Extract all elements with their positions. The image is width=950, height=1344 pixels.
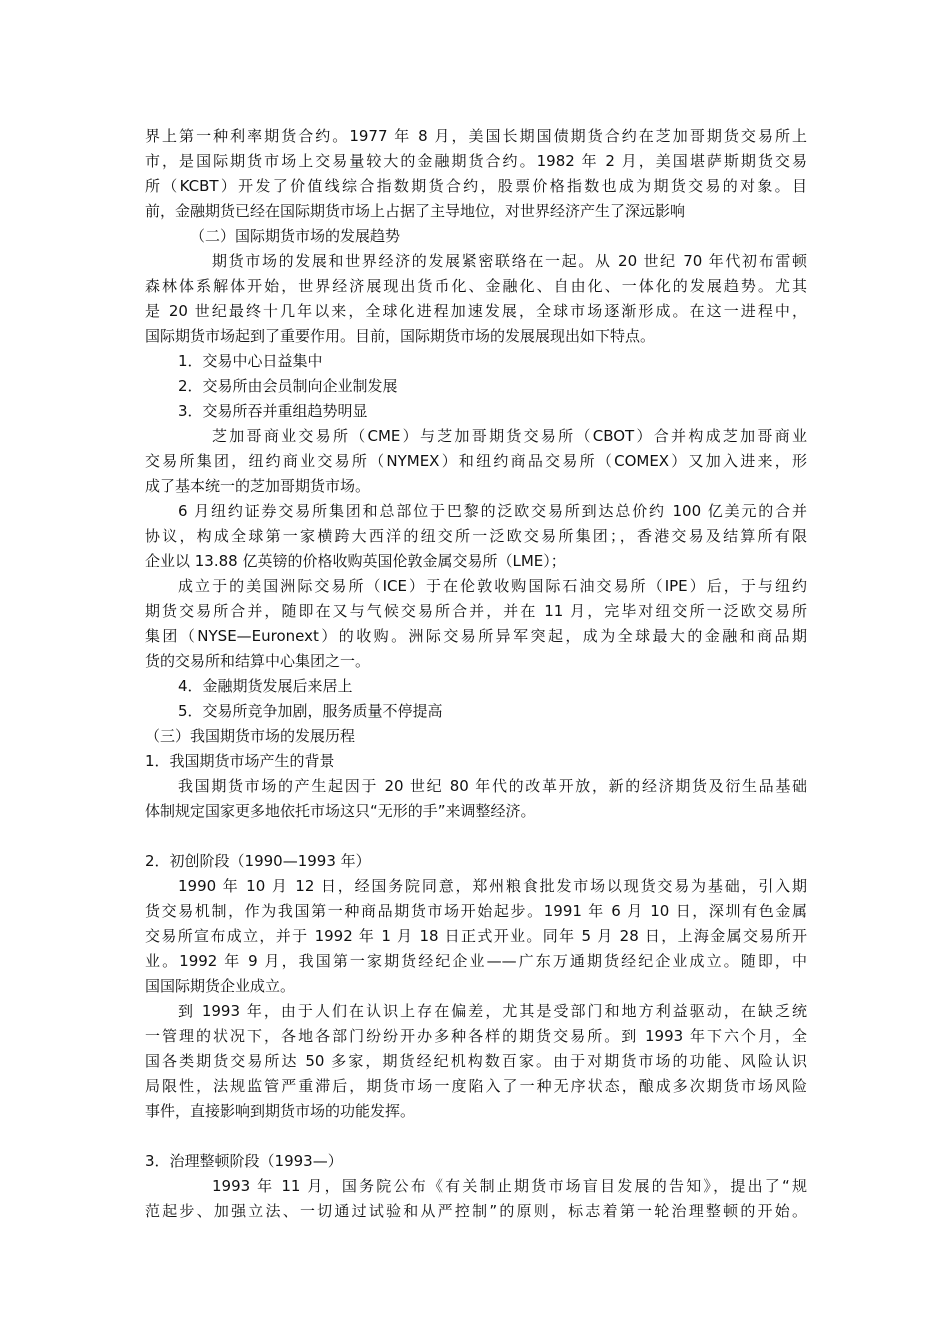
text-line: 体制规定国家更多地依托市场这只“无形的手”来调整经济。	[145, 802, 536, 820]
text-line: 1993 年 11 月，国务院公布《有关制止期货市场盲目发展的告知》，提出了“规	[212, 1177, 807, 1195]
text-line: 界上第一种利率期货合约。1977 年 8 月，美国长期国债期货合约在芝加哥期货交易所上	[145, 127, 807, 145]
text-line: 协议，构成全球第一家横跨大西洋的纽交所一泛欧交易所集团；，香港交易及结算所有限	[145, 527, 807, 545]
text-line: 成了基本统一的芝加哥期货市场。	[145, 477, 371, 495]
text-line: 企业以 13.88 亿英镑的价格收购英国伦敦金属交易所（LME）；	[145, 552, 566, 570]
subsection-heading: 2．初创阶段（1990—1993 年）	[145, 852, 371, 870]
text-line: 货的交易所和结算中心集团之一。	[145, 652, 371, 670]
list-item: 5．交易所竞争加剧，服务质量不停提高	[178, 702, 443, 720]
text-line: 1990 年 10 月 12 日，经国务院同意，郑州粮食批发市场以现货交易为基础，引入期	[178, 877, 807, 895]
list-item: 2．交易所由会员制向企业制发展	[178, 377, 398, 395]
text-line: 芝加哥商业交易所（CME）与芝加哥期货交易所（CBOT）合并构成芝加哥商业	[212, 427, 807, 445]
section-heading: （三）我国期货市场的发展历程	[145, 727, 356, 745]
text-line: 成立于的美国洲际交易所（ICE）于在伦敦收购国际石油交易所（IPE）后，于与纽约	[178, 577, 807, 595]
text-line: 交易所宣布成立，并于 1992 年 1 月 18 日正式开业。同年 5 月 28 日，上海金属交易所开	[145, 927, 807, 945]
text-line: 国际期货市场起到了重要作用。目前，国际期货市场的发展展现出如下特点。	[145, 327, 656, 345]
section-heading: （二）国际期货市场的发展趋势	[190, 227, 401, 245]
text-line: 期货交易所合并，随即在又与气候交易所合并，并在 11 月，完毕对纽交所一泛欧交易所	[145, 602, 807, 620]
text-line: 国各类期货交易所达 50 多家，期货经纪机构数百家。由于对期货市场的功能、风险认识	[145, 1052, 807, 1070]
text-line: 货交易机制，作为我国第一种商品期货市场开始起步。1991 年 6 月 10 日，深圳有色金属	[145, 902, 807, 920]
text-line: 交易所集团，纽约商业交易所（NYMEX）和纽约商品交易所（COMEX）又加入进来，形	[145, 452, 807, 470]
list-item: 3．交易所吞并重组趋势明显	[178, 402, 368, 420]
text-line: 到 1993 年，由于人们在认识上存在偏差，尤其是受部门和地方利益驱动，在缺乏统	[178, 1002, 807, 1020]
text-line: 一管理的状况下，各地各部门纷纷开办多种各样的期货交易所。到 1993 年下六个月，全	[145, 1027, 807, 1045]
list-item: 4．金融期货发展后来居上	[178, 677, 353, 695]
text-line: 局限性，法规监管严重滞后，期货市场一度陷入了一种无序状态，酿成多次期货市场风险	[145, 1077, 807, 1095]
text-line: 市，是国际期货市场上交易量较大的金融期货合约。1982 年 2 月，美国堪萨斯期货交易	[145, 152, 807, 170]
subsection-heading: 1．我国期货市场产生的背景	[145, 752, 335, 770]
text-line: 森林体系解体开始，世界经济展现出货币化、金融化、自由化、一体化的发展趋势。尤其	[145, 277, 807, 295]
text-line: 前，金融期货已经在国际期货市场上占据了主导地位，对世界经济产生了深远影响	[145, 202, 686, 220]
text-line: 是 20 世纪最终十几年以来，全球化进程加速发展，全球市场逐渐形成。在这一进程中，	[145, 302, 807, 320]
text-line: 我国期货市场的产生起因于 20 世纪 80 年代的改革开放，新的经济期货及衍生品基础	[178, 777, 807, 795]
text-line: 业。1992 年 9 月，我国第一家期货经纪企业——广东万通期货经纪企业成立。随即，中	[145, 952, 807, 970]
text-line: 集团（NYSE—Euronext）的收购。洲际交易所异军突起，成为全球最大的金融和商品期	[145, 627, 807, 645]
list-item: 1．交易中心日益集中	[178, 352, 323, 370]
text-line: 期货市场的发展和世界经济的发展紧密联络在一起。从 20 世纪 70 年代初布雷顿	[212, 252, 807, 270]
subsection-heading: 3．治理整顿阶段（1993—）	[145, 1152, 343, 1170]
text-line: 所（KCBT）开发了价值线综合指数期货合约，股票价格指数也成为期货交易的对象。目	[145, 177, 807, 195]
text-line: 范起步、加强立法、一切通过试验和从严控制”的原则，标志着第一轮治理整顿的开始。	[145, 1202, 807, 1220]
text-line: 事件，直接影响到期货市场的功能发挥。	[145, 1102, 416, 1120]
text-line: 6 月纽约证券交易所集团和总部位于巴黎的泛欧交易所到达总价约 100 亿美元的合并	[178, 502, 807, 520]
text-line: 国国际期货企业成立。	[145, 977, 296, 995]
